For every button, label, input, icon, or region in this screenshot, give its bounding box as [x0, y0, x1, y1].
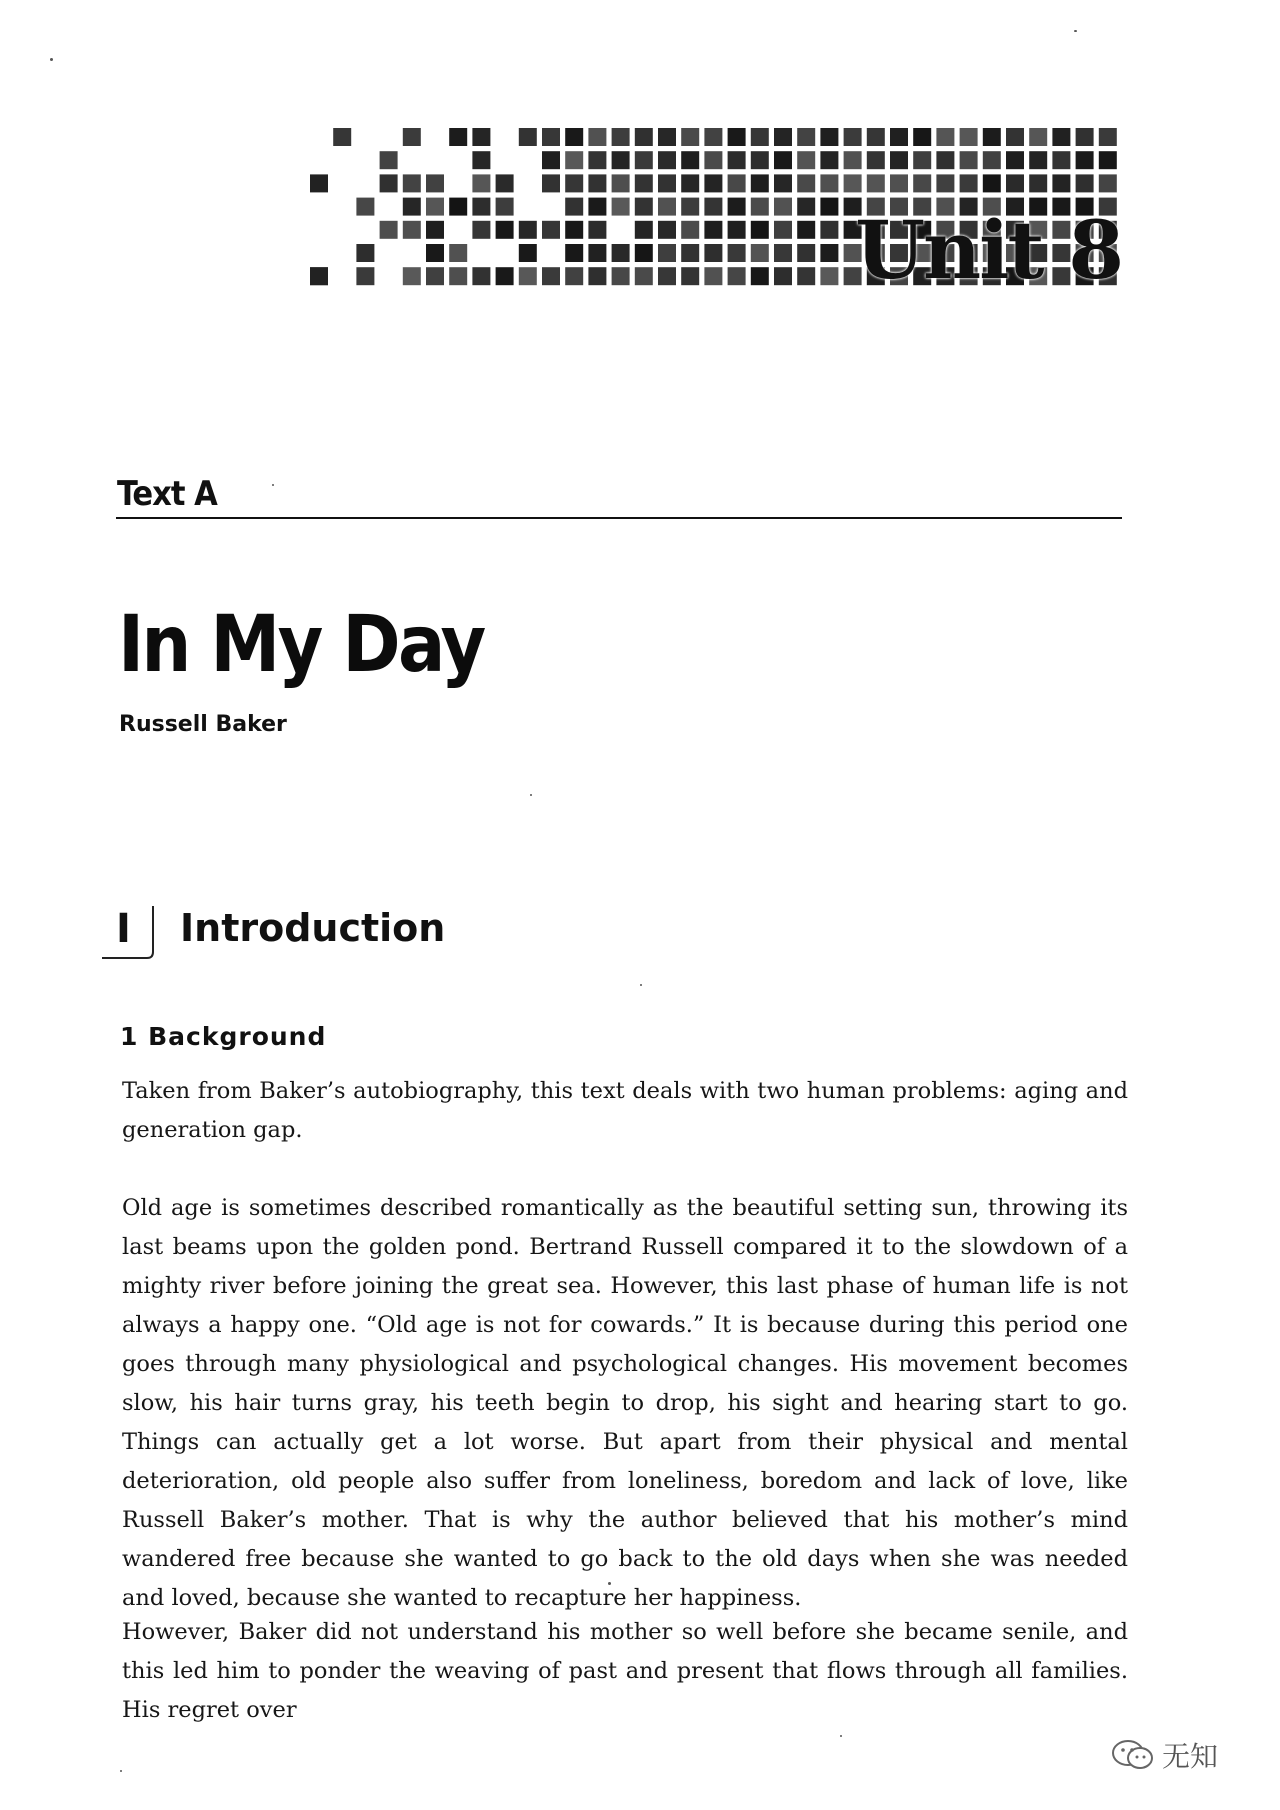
author-name: Russell Baker — [119, 712, 287, 737]
watermark-text: 无知 — [1162, 1740, 1219, 1773]
mosaic-tile — [1029, 174, 1047, 192]
mosaic-tile — [588, 244, 606, 262]
mosaic-tile — [403, 198, 421, 216]
mosaic-tile — [542, 128, 560, 146]
mosaic-tile — [612, 128, 630, 146]
mosaic-tile — [612, 174, 630, 192]
mosaic-tile — [449, 267, 467, 285]
mosaic-tile — [797, 128, 815, 146]
mosaic-tile — [380, 151, 398, 169]
mosaic-tile — [844, 128, 862, 146]
mosaic-tile — [774, 244, 792, 262]
mosaic-tile — [820, 267, 838, 285]
mosaic-tile — [635, 174, 653, 192]
mosaic-tile — [820, 151, 838, 169]
paragraph: Old age is sometimes described romantically as the beautiful setting sun, throwing its last beams upon the golden pond. Bertrand Russell compared it to the slowdown of a mighty river before joining the great sea. However, this last phase of human life is not always a happy one. “Old age is not for cowards.” It is because during this period one goes through many physiological and psychological changes. His movement becomes slow, his hair turns gray, his teeth begin to drop, his sight and hearing start to go. Things can actually get a lot worse. But apart from their physical and mental deterioration, old people also suffer from loneliness, boredom and lack of love, like Russell Baker’s mother. That is why the author believed that his mother’s mind wandered free because she wanted to go back to the old days when she was needed and loved, because she wanted to recapture her happiness. — [122, 1195, 1128, 1611]
mosaic-tile — [542, 267, 560, 285]
mosaic-tile — [890, 174, 908, 192]
mosaic-tile — [496, 221, 514, 239]
mosaic-tile — [936, 128, 954, 146]
mosaic-tile — [588, 151, 606, 169]
mosaic-tile — [565, 174, 583, 192]
mosaic-tile — [728, 267, 746, 285]
mosaic-tile — [681, 267, 699, 285]
mosaic-tile — [728, 198, 746, 216]
scan-speck — [608, 1582, 611, 1585]
mosaic-tile — [913, 174, 931, 192]
mosaic-tile — [681, 221, 699, 239]
mosaic-tile — [426, 267, 444, 285]
mosaic-tile — [867, 128, 885, 146]
mosaic-tile — [588, 174, 606, 192]
mosaic-tile — [936, 151, 954, 169]
mosaic-tile — [820, 174, 838, 192]
paragraph: Taken from Baker’s autobiography, this text deals with two human problems: aging and generation gap. — [122, 1078, 1128, 1143]
mosaic-tile — [1006, 151, 1024, 169]
mosaic-tile — [890, 128, 908, 146]
mosaic-tile — [588, 221, 606, 239]
mosaic-tile — [356, 244, 374, 262]
mosaic-tile — [635, 244, 653, 262]
mosaic-tile — [565, 244, 583, 262]
mosaic-tile — [472, 267, 490, 285]
mosaic-tile — [704, 128, 722, 146]
mosaic-tile — [936, 174, 954, 192]
mosaic-tile — [728, 174, 746, 192]
mosaic-tile — [565, 151, 583, 169]
mosaic-tile — [960, 128, 978, 146]
mosaic-tile — [635, 221, 653, 239]
mosaic-tile — [681, 198, 699, 216]
mosaic-tile — [681, 151, 699, 169]
mosaic-tile — [983, 151, 1001, 169]
mosaic-tile — [1052, 151, 1070, 169]
mosaic-tile — [1029, 128, 1047, 146]
section-rule — [116, 517, 1122, 519]
paragraph: However, Baker did not understand his mother so well before she became senile, and this led him to ponder the weaving of past and present that flows through all families. His regret over — [122, 1619, 1128, 1723]
mosaic-tile — [960, 151, 978, 169]
mosaic-tile — [1076, 128, 1094, 146]
mosaic-tile — [403, 128, 421, 146]
mosaic-tile — [728, 128, 746, 146]
mosaic-tile — [681, 128, 699, 146]
mosaic-tile — [519, 221, 537, 239]
mosaic-tile — [635, 267, 653, 285]
mosaic-tile — [1052, 174, 1070, 192]
mosaic-tile — [751, 198, 769, 216]
mosaic-tile — [751, 128, 769, 146]
wechat-icon — [1110, 1738, 1156, 1772]
mosaic-tile — [658, 198, 676, 216]
mosaic-tile — [751, 151, 769, 169]
mosaic-tile — [658, 244, 676, 262]
mosaic-tile — [472, 198, 490, 216]
mosaic-tile — [472, 221, 490, 239]
mosaic-tile — [681, 174, 699, 192]
text-section-label: Text A — [117, 474, 217, 514]
unit-label: Unit 8 — [855, 203, 1122, 297]
mosaic-tile — [565, 198, 583, 216]
mosaic-tile — [449, 128, 467, 146]
scan-speck — [272, 484, 274, 486]
mosaic-tile — [1099, 128, 1117, 146]
mosaic-tile — [588, 198, 606, 216]
scan-speck — [640, 984, 642, 986]
mosaic-tile — [774, 267, 792, 285]
mosaic-tile — [774, 198, 792, 216]
mosaic-tile — [403, 267, 421, 285]
mosaic-tile — [913, 151, 931, 169]
mosaic-tile — [1099, 151, 1117, 169]
mosaic-tile — [519, 267, 537, 285]
mosaic-tile — [426, 244, 444, 262]
mosaic-tile — [844, 174, 862, 192]
page-title: In My Day — [118, 600, 484, 690]
mosaic-tile — [751, 221, 769, 239]
mosaic-tile — [890, 151, 908, 169]
mosaic-tile — [867, 174, 885, 192]
scan-speck — [50, 58, 53, 61]
mosaic-tile — [820, 198, 838, 216]
mosaic-tile — [728, 221, 746, 239]
mosaic-tile — [983, 174, 1001, 192]
mosaic-tile — [797, 244, 815, 262]
mosaic-tile — [472, 128, 490, 146]
mosaic-tile — [960, 174, 978, 192]
mosaic-tile — [496, 174, 514, 192]
mosaic-tile — [519, 244, 537, 262]
mosaic-tile — [380, 174, 398, 192]
mosaic-tile — [612, 151, 630, 169]
mosaic-tile — [1052, 128, 1070, 146]
mosaic-tile — [751, 267, 769, 285]
unit-banner — [310, 128, 1126, 298]
mosaic-tile — [449, 244, 467, 262]
mosaic-tile — [658, 174, 676, 192]
mosaic-tile — [612, 244, 630, 262]
watermark — [1110, 1735, 1218, 1775]
mosaic-tile — [635, 128, 653, 146]
mosaic-tile — [658, 151, 676, 169]
mosaic-tile — [681, 244, 699, 262]
mosaic-tile — [426, 221, 444, 239]
mosaic-tile — [449, 198, 467, 216]
mosaic-tile — [635, 151, 653, 169]
mosaic-tile — [588, 267, 606, 285]
mosaic-tile — [704, 244, 722, 262]
mosaic-tile — [403, 174, 421, 192]
mosaic-tile — [1076, 151, 1094, 169]
mosaic-tile — [542, 174, 560, 192]
mosaic-tile — [1099, 174, 1117, 192]
mosaic-tile — [704, 221, 722, 239]
mosaic-tile — [612, 267, 630, 285]
mosaic-tile — [704, 267, 722, 285]
mosaic-tile — [588, 128, 606, 146]
scan-speck — [120, 1770, 122, 1772]
mosaic-tile — [797, 174, 815, 192]
mosaic-tile — [797, 151, 815, 169]
mosaic-tile — [728, 151, 746, 169]
mosaic-tile — [472, 151, 490, 169]
mosaic-tile — [820, 221, 838, 239]
mosaic-tile — [704, 174, 722, 192]
mosaic-tile — [983, 128, 1001, 146]
section-number: I — [116, 906, 131, 952]
mosaic-tile — [542, 221, 560, 239]
mosaic-tile — [496, 198, 514, 216]
mosaic-tile — [403, 221, 421, 239]
mosaic-tile — [704, 198, 722, 216]
mosaic-tile — [774, 128, 792, 146]
mosaic-tile — [565, 128, 583, 146]
mosaic-tile — [728, 244, 746, 262]
mosaic-tile — [751, 174, 769, 192]
mosaic-tile — [542, 151, 560, 169]
mosaic-tile — [844, 151, 862, 169]
scan-speck — [840, 1735, 842, 1737]
scan-speck — [1074, 30, 1077, 32]
mosaic-tile — [658, 221, 676, 239]
mosaic-tile — [635, 198, 653, 216]
mosaic-tile — [774, 221, 792, 239]
mosaic-tile — [496, 267, 514, 285]
mosaic-tile — [797, 198, 815, 216]
mosaic-tile — [867, 151, 885, 169]
mosaic-tile — [333, 128, 351, 146]
mosaic-tile — [472, 174, 490, 192]
mosaic-tile — [380, 221, 398, 239]
mosaic-tile — [774, 151, 792, 169]
mosaic-tile — [820, 244, 838, 262]
mosaic-tile — [426, 198, 444, 216]
mosaic-tile — [1006, 128, 1024, 146]
mosaic-tile — [1029, 151, 1047, 169]
mosaic-tile — [356, 267, 374, 285]
mosaic-tile — [820, 128, 838, 146]
mosaic-tile — [426, 174, 444, 192]
mosaic-tile — [1076, 174, 1094, 192]
mosaic-tile — [658, 267, 676, 285]
mosaic-tile — [774, 174, 792, 192]
mosaic-tile — [797, 221, 815, 239]
mosaic-tile — [310, 174, 328, 192]
subsection-title: 1 Background — [120, 1022, 327, 1051]
mosaic-tile — [356, 198, 374, 216]
mosaic-tile — [565, 221, 583, 239]
mosaic-tile — [310, 267, 328, 285]
mosaic-tile — [1006, 174, 1024, 192]
section-title: Introduction — [180, 906, 446, 950]
mosaic-tile — [565, 267, 583, 285]
mosaic-tile — [519, 128, 537, 146]
mosaic-tile — [797, 267, 815, 285]
mosaic-tile — [751, 244, 769, 262]
mosaic-tile — [913, 128, 931, 146]
mosaic-tile — [612, 198, 630, 216]
mosaic-tile — [704, 151, 722, 169]
mosaic-tile — [658, 128, 676, 146]
scan-speck — [530, 794, 532, 796]
